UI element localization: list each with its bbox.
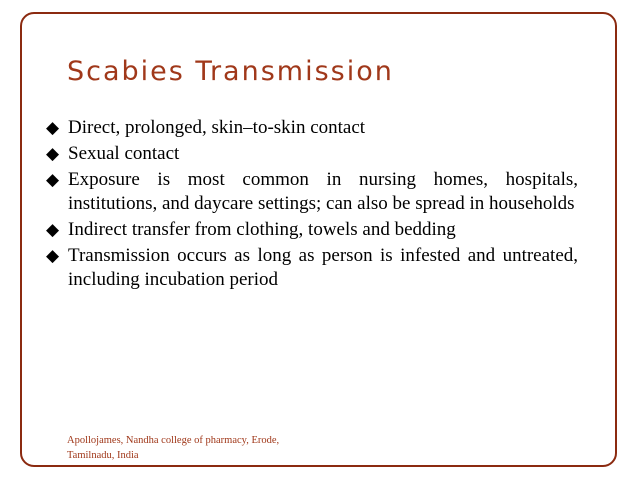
bullet-text: Indirect transfer from clothing, towels and bedding (68, 219, 456, 240)
bullet-text: Transmission occurs as long as person is infested and untreated, including incubation period (68, 245, 578, 290)
footer-line-1: Apollojames, Nandha college of pharmacy, Erode, (67, 435, 280, 446)
slide-title: Scabies Transmission (67, 56, 394, 87)
list-item (46, 218, 578, 242)
slide-footer (67, 433, 327, 463)
list-item (46, 142, 578, 166)
bullet-text: Sexual contact (68, 143, 180, 164)
bullet-icon: ◆ (46, 170, 60, 190)
bullet-text: Exposure is most common in nursing homes, hospitals, institutions, and daycare settings; can also be spread in households (68, 169, 578, 214)
footer-line-2: Tamilnadu, India (67, 450, 139, 461)
list-item (46, 244, 578, 292)
list-item (46, 168, 578, 216)
bullet-list (46, 116, 578, 292)
bullet-icon: ◆ (46, 246, 60, 266)
bullet-icon: ◆ (46, 144, 60, 164)
bullet-text: Direct, prolonged, skin–to-skin contact (68, 117, 366, 138)
list-item (46, 116, 578, 140)
bullet-icon: ◆ (46, 220, 60, 240)
bullet-icon: ◆ (46, 118, 60, 138)
